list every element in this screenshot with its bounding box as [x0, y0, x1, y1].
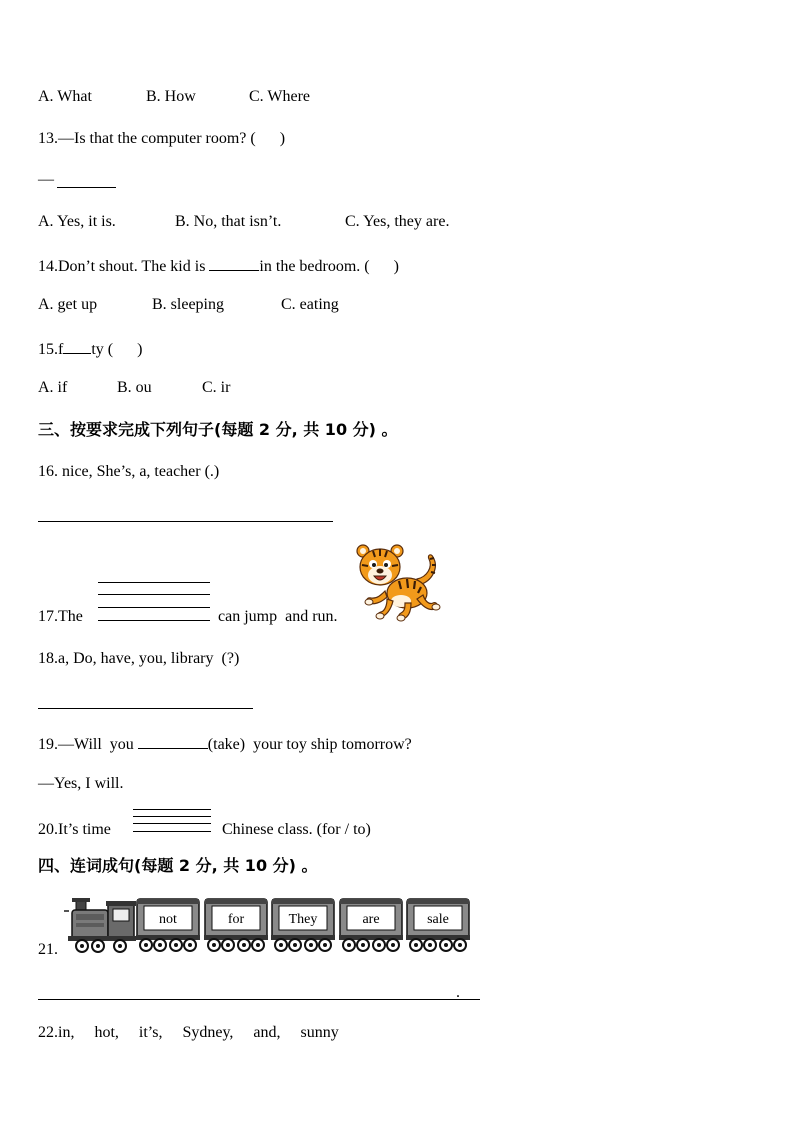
q17-stem-end: can jump and run.: [218, 608, 338, 625]
train-wheel-hub: [323, 943, 327, 947]
q15-option-a: A. if: [38, 379, 68, 396]
q16-answer-line[interactable]: [38, 521, 333, 522]
q19-stem-start: 19.—Will you: [38, 736, 138, 753]
q13-option-b: B. No, that isn’t.: [175, 213, 282, 230]
q15-option-c: C. ir: [202, 379, 231, 396]
q17-writing-line-3[interactable]: [98, 607, 210, 608]
train-wheel-hub: [212, 943, 216, 947]
q19-stem: [38, 732, 412, 755]
q14-stem: [38, 254, 399, 277]
q20-stem-start: 20.It’s time: [38, 821, 111, 838]
tiger-icon: [355, 543, 445, 625]
q16-stem: 16. nice, She’s, a, teacher (.): [38, 463, 220, 480]
train-car-word: They: [288, 912, 318, 927]
train-car-roof: [407, 899, 469, 904]
q12-option-b: B. How: [146, 88, 196, 105]
q13-answer-dash: —: [38, 171, 54, 188]
train-car-word: for: [227, 912, 244, 927]
q15-option-b: B. ou: [117, 379, 152, 396]
train-wheel-hub: [444, 943, 448, 947]
q17-writing-line-2[interactable]: [98, 594, 210, 595]
train-wheel-hub: [144, 943, 148, 947]
train-car-1: [136, 897, 200, 955]
train-car-roof: [137, 899, 199, 904]
q12-option-c: C. Where: [249, 88, 311, 105]
q15-answer-blank[interactable]: [63, 337, 91, 354]
train-engine-icon: [62, 896, 138, 956]
train-wheel-hub: [414, 943, 418, 947]
q13-option-a: A. Yes, it is.: [38, 213, 116, 230]
q13-stem: 13.—Is that the computer room? ( ): [38, 130, 286, 147]
train-wheel-hub: [279, 943, 283, 947]
q18-stem: 18.a, Do, have, you, library (?): [38, 650, 240, 667]
train-wheel-hub: [158, 943, 162, 947]
train-wheel-hub: [293, 943, 297, 947]
train-wheel-hub: [174, 943, 178, 947]
train-wheel-hub: [256, 943, 260, 947]
q21-answer-period: .: [456, 984, 460, 1001]
train-wheel-hub: [242, 943, 246, 947]
q15-stem: [38, 337, 142, 360]
train-car-word: not: [159, 912, 177, 927]
train-car-5: [406, 897, 470, 955]
q20-writing-line-1[interactable]: [133, 809, 211, 810]
q14-answer-blank[interactable]: [209, 254, 259, 271]
q19-answer: —Yes, I will.: [38, 775, 124, 792]
q19-stem-end: (take) your toy ship tomorrow?: [207, 736, 412, 753]
train-car-2: [204, 897, 268, 955]
train-wheel-hub: [428, 943, 432, 947]
train-car-word: sale: [427, 912, 449, 927]
train-wheel-hub: [391, 943, 395, 947]
q13-answer-blank[interactable]: [57, 187, 116, 188]
train-wheel-hub: [458, 943, 462, 947]
q12-option-a: A. What: [38, 88, 92, 105]
q21-answer-line[interactable]: [38, 999, 480, 1000]
q20-stem-end: Chinese class. (for / to): [222, 821, 371, 838]
train-car-roof: [340, 899, 402, 904]
q15-stem-start: 15.f: [38, 341, 64, 358]
train-car-word: are: [361, 912, 380, 927]
train-wheel-hub: [377, 943, 381, 947]
q20-writing-line-3[interactable]: [133, 823, 211, 824]
train-wheel-hub: [226, 943, 230, 947]
q19-answer-blank[interactable]: [138, 732, 208, 749]
q17-writing-line-1[interactable]: [98, 582, 210, 583]
q21-number: 21.: [38, 941, 58, 958]
train-car-3: [271, 897, 335, 955]
q14-option-c: C. eating: [281, 296, 339, 313]
q17-writing-line-4[interactable]: [98, 620, 210, 621]
q18-answer-line[interactable]: [38, 708, 253, 709]
train-wheel-hub: [188, 943, 192, 947]
q20-writing-line-2[interactable]: [133, 816, 211, 817]
q13-option-c: C. Yes, they are.: [345, 213, 450, 230]
train-car-roof: [272, 899, 334, 904]
q15-stem-end: ty ( ): [91, 341, 143, 358]
q14-option-a: A. get up: [38, 296, 98, 313]
q22-stem: 22.in, hot, it’s, Sydney, and, sunny: [38, 1024, 339, 1041]
train-wheel-hub: [347, 943, 351, 947]
q20-writing-line-4[interactable]: [133, 831, 211, 832]
q14-option-b: B. sleeping: [152, 296, 224, 313]
q14-stem-end: in the bedroom. ( ): [259, 258, 399, 275]
section-3-heading: 三、按要求完成下列句子(每题 2 分, 共 10 分) 。: [38, 420, 398, 439]
q17-stem-start: 17.The: [38, 608, 83, 625]
train-wheel-hub: [361, 943, 365, 947]
train-car-4: [339, 897, 403, 955]
q14-stem-start: 14.Don’t shout. The kid is: [38, 258, 210, 275]
train-wheel-hub: [309, 943, 313, 947]
train-car-roof: [205, 899, 267, 904]
section-4-heading: 四、连词成句(每题 2 分, 共 10 分) 。: [38, 856, 318, 875]
